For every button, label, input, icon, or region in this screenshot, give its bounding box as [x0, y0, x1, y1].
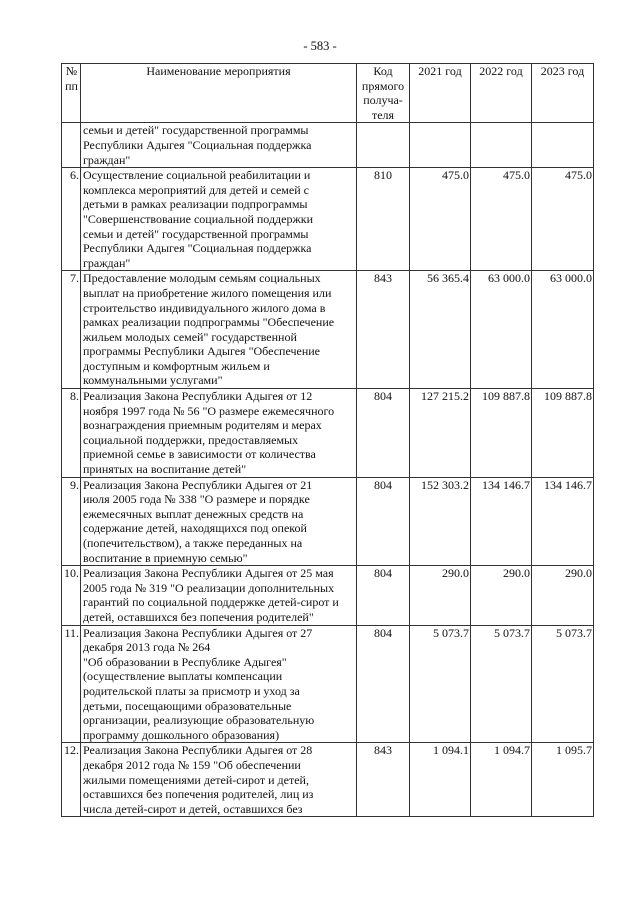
- row-2022: 134 146.7: [471, 477, 532, 566]
- header-2021: 2021 год: [410, 64, 471, 123]
- row-2022: 475.0: [471, 168, 532, 271]
- row-name: семьи и детей" государственной программы Республики Адыгея "Социальная поддержка граждан": [81, 123, 357, 168]
- header-2022: 2022 год: [471, 64, 532, 123]
- row-code: 804: [357, 625, 410, 743]
- table-header-row: [62, 64, 594, 123]
- row-2021: 152 303.2: [410, 477, 471, 566]
- table-row: [62, 123, 594, 168]
- table-row: [62, 743, 594, 817]
- row-2022: [471, 123, 532, 168]
- row-2021: 290.0: [410, 566, 471, 625]
- row-name: Реализация Закона Республики Адыгея от 21 июля 2005 года № 338 "О размере и порядке ежемесячных выплат денежных средств на содержание детей, находящихся под опекой (попечительством), а также переданных на воспитание в приемную семью": [81, 477, 357, 566]
- row-number: 12.: [62, 743, 81, 817]
- row-2023: 109 887.8: [532, 389, 594, 478]
- row-2022: 63 000.0: [471, 271, 532, 389]
- budget-table: [61, 63, 594, 817]
- row-code: 843: [357, 743, 410, 817]
- row-name: Осуществление социальной реабилитации и комплекса мероприятий для детей и семей с детьми в рамках реализации подпрограммы "Совершенствование социальной поддержки семьи и детей" государственной программы Республики Адыгея "Социальная поддержка граждан": [81, 168, 357, 271]
- row-2021: 5 073.7: [410, 625, 471, 743]
- table-row: [62, 477, 594, 566]
- row-2023: 63 000.0: [532, 271, 594, 389]
- row-2023: 1 095.7: [532, 743, 594, 817]
- row-2023: 290.0: [532, 566, 594, 625]
- row-name: Реализация Закона Республики Адыгея от 28 декабря 2012 года № 159 "Об обеспечении жилыми помещениями детей-сирот и детей, оставшихся без попечения родителей, лиц из числа детей-сирот и детей, оставшихся без: [81, 743, 357, 817]
- row-number: 11.: [62, 625, 81, 743]
- row-2021: 475.0: [410, 168, 471, 271]
- row-code: 810: [357, 168, 410, 271]
- row-2021: 127 215.2: [410, 389, 471, 478]
- table-row: [62, 389, 594, 478]
- header-number: № пп: [62, 64, 81, 123]
- row-2021: 1 094.1: [410, 743, 471, 817]
- row-name: Предоставление молодым семьям социальных выплат на приобретение жилого помещения или строительство индивидуального жилого дома в рамках реализации подпрограммы "Обеспечение жильем молодых семей" государственной программы Республики Адыгея "Обеспечение доступным и комфортным жильем и коммунальными услугами": [81, 271, 357, 389]
- row-2023: 134 146.7: [532, 477, 594, 566]
- page-number: - 583 -: [303, 39, 337, 53]
- header-code: Код прямого получа- теля: [357, 64, 410, 123]
- row-2021: 56 365.4: [410, 271, 471, 389]
- row-number: 8.: [62, 389, 81, 478]
- row-2023: [532, 123, 594, 168]
- table-row: [62, 271, 594, 389]
- row-2022: 5 073.7: [471, 625, 532, 743]
- table-row: [62, 566, 594, 625]
- row-number: 7.: [62, 271, 81, 389]
- row-code: 804: [357, 566, 410, 625]
- row-code: 804: [357, 389, 410, 478]
- header-name: Наименование мероприятия: [81, 64, 357, 123]
- row-code: [357, 123, 410, 168]
- row-2023: 475.0: [532, 168, 594, 271]
- row-code: 804: [357, 477, 410, 566]
- row-2022: 290.0: [471, 566, 532, 625]
- row-number: 6.: [62, 168, 81, 271]
- row-2021: [410, 123, 471, 168]
- row-name: Реализация Закона Республики Адыгея от 27 декабря 2013 года № 264 "Об образовании в Республике Адыгея" (осуществление выплаты компенсации родительской платы за присмотр и уход за детьми, посещающими образовательные организации, реализующие образовательную программу дошкольного образования): [81, 625, 357, 743]
- row-2023: 5 073.7: [532, 625, 594, 743]
- row-number: 9.: [62, 477, 81, 566]
- row-2022: 1 094.7: [471, 743, 532, 817]
- row-number: [62, 123, 81, 168]
- header-2023: 2023 год: [532, 64, 594, 123]
- row-name: Реализация Закона Республики Адыгея от 25 мая 2005 года № 319 "О реализации дополнительных гарантий по социальной поддержке детей-сирот и детей, оставшихся без попечения родителей": [81, 566, 357, 625]
- table-row: [62, 168, 594, 271]
- table-row: [62, 625, 594, 743]
- row-code: 843: [357, 271, 410, 389]
- row-2022: 109 887.8: [471, 389, 532, 478]
- row-number: 10.: [62, 566, 81, 625]
- row-name: Реализация Закона Республики Адыгея от 12 ноября 1997 года № 56 "О размере ежемесячного вознаграждения приемным родителям и мерах социальной поддержки, предоставляемых приемной семье в зависимости от количества принятых на воспитание детей": [81, 389, 357, 478]
